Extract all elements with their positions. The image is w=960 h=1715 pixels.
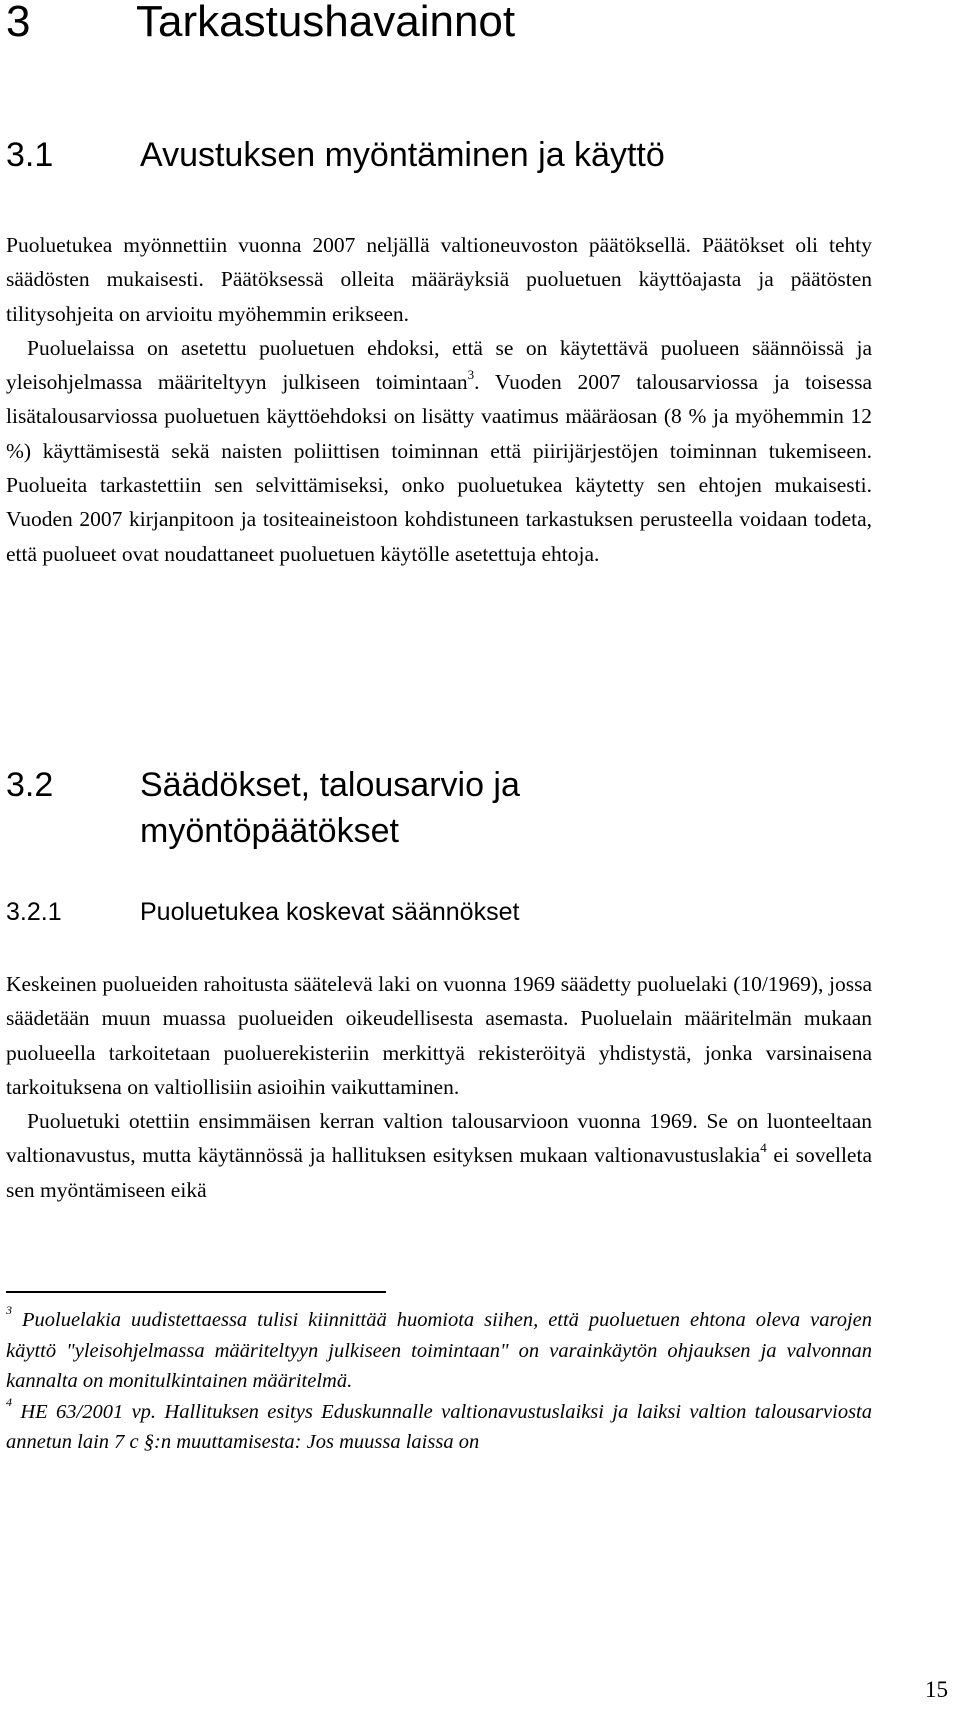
footnote-marker: 3 [6, 1303, 12, 1318]
paragraph [6, 331, 872, 571]
section-number: 3.1 [6, 136, 54, 174]
subsection-heading-3-2-1 [6, 900, 519, 925]
footnote-marker: 4 [6, 1394, 12, 1409]
subsection-title: Puoluetukea koskevat säännökset [140, 898, 520, 926]
section-3-2-1-body [6, 967, 872, 1207]
paragraph: Puoluetukea myönnettiin vuonna 2007 neljällä valtioneuvoston päätöksellä. Päätökset oli tehty säädösten mukaisesti. Päätöksessä olleita määräyksiä puoluetuen käyttöajasta ja päätösten tilitysohjeita on arvioitu myöhemmin erikseen. [6, 233, 872, 326]
footnote [6, 1305, 872, 1397]
paragraph: Keskeinen puolueiden rahoitusta säätelevä laki on vuonna 1969 säädetty puoluelaki (10/1969), jossa säädetään muun muassa puolueiden oikeudellisesta asemasta. Puoluelain määritelmän mukaan puolueella tarkoitetaan puoluerekisteriin merkittyä rekisteröityä yhdistystä, jonka varsinaisena tarkoituksena on valtiollisiin asioihin vaikuttaminen. [6, 972, 872, 1099]
paragraph-text: ei sovelleta sen myöntämiseen eikä [6, 1143, 872, 1202]
footnote-text: Puoluelakia uudistettaessa tulisi kiinnittää huomiota siihen, että puoluetuen ehtona oleva varojen käyttö "yleisohjelmassa määriteltyyn julkiseen toimintaan" on varainkäytön ohjauksen ja valvonnan kannalta on monitulkintainen määritelmä. [6, 1309, 872, 1392]
section-title: Avustuksen myöntäminen ja käyttö [140, 136, 665, 174]
section-heading-3-2 [6, 762, 520, 854]
page-number: 15 [925, 1677, 948, 1702]
section-title-line: myöntöpäätökset [140, 812, 399, 850]
subsection-number: 3.2.1 [6, 898, 62, 926]
section-title [140, 762, 520, 854]
section-3-1-body [6, 228, 872, 571]
chapter-number: 3 [6, 0, 31, 46]
footnote-separator [6, 1291, 386, 1293]
paragraph-text: Puoluelaissa on asetettu puoluetuen ehdoksi, että se on käytettävä puolueen säännöissä ja yleisohjelmassa määriteltyyn julkiseen toimintaan [6, 335, 872, 395]
paragraph-text: Puoluetuki otettiin ensimmäisen kerran valtion talousarvioon vuonna 1969. Se on luonteeltaan valtionavustus, mutta käytännössä ja hallituksen esityksen mukaan valtionavustuslakia [6, 1109, 872, 1168]
footnotes [6, 1305, 872, 1458]
chapter-heading [6, 0, 515, 44]
footnote-text: HE 63/2001 vp. Hallituksen esitys Eduskunnalle valtionavustuslaiksi ja laiksi valtion talousarviosta annetun lain 7 c §:n muuttamisesta: Jos muussa laissa on [6, 1400, 872, 1453]
section-number: 3.2 [6, 766, 54, 804]
footnote [6, 1394, 872, 1458]
paragraph-text: . Vuoden 2007 talousarviossa ja toisessa lisätalousarviossa puoluetuen käyttöehdoksi on lisätty vaatimus määräosan (8 % ja myöhemmin 12 %) käyttämisestä sekä naisten poliittisen toiminnan että piirijärjestöjen toiminnan tukemiseen. Puolueita tarkastettiin sen selvittämiseksi, onko puoluetukea käytetty sen ehtojen mukaisesti. Vuoden 2007 kirjanpitoon ja tositeaineistoon kohdistuneen tarkastuksen perusteella voidaan todeta, että puolueet ovat noudattaneet puoluetuen käytölle asetettuja ehtoja. [6, 370, 872, 566]
footnote-reference: 3 [467, 367, 475, 383]
section-title-line: Säädökset, talousarvio ja [140, 766, 520, 804]
section-heading-3-1 [6, 138, 665, 172]
chapter-title: Tarkastushavainnot [136, 0, 516, 46]
paragraph [6, 1104, 872, 1207]
footnote-reference: 4 [760, 1140, 767, 1156]
